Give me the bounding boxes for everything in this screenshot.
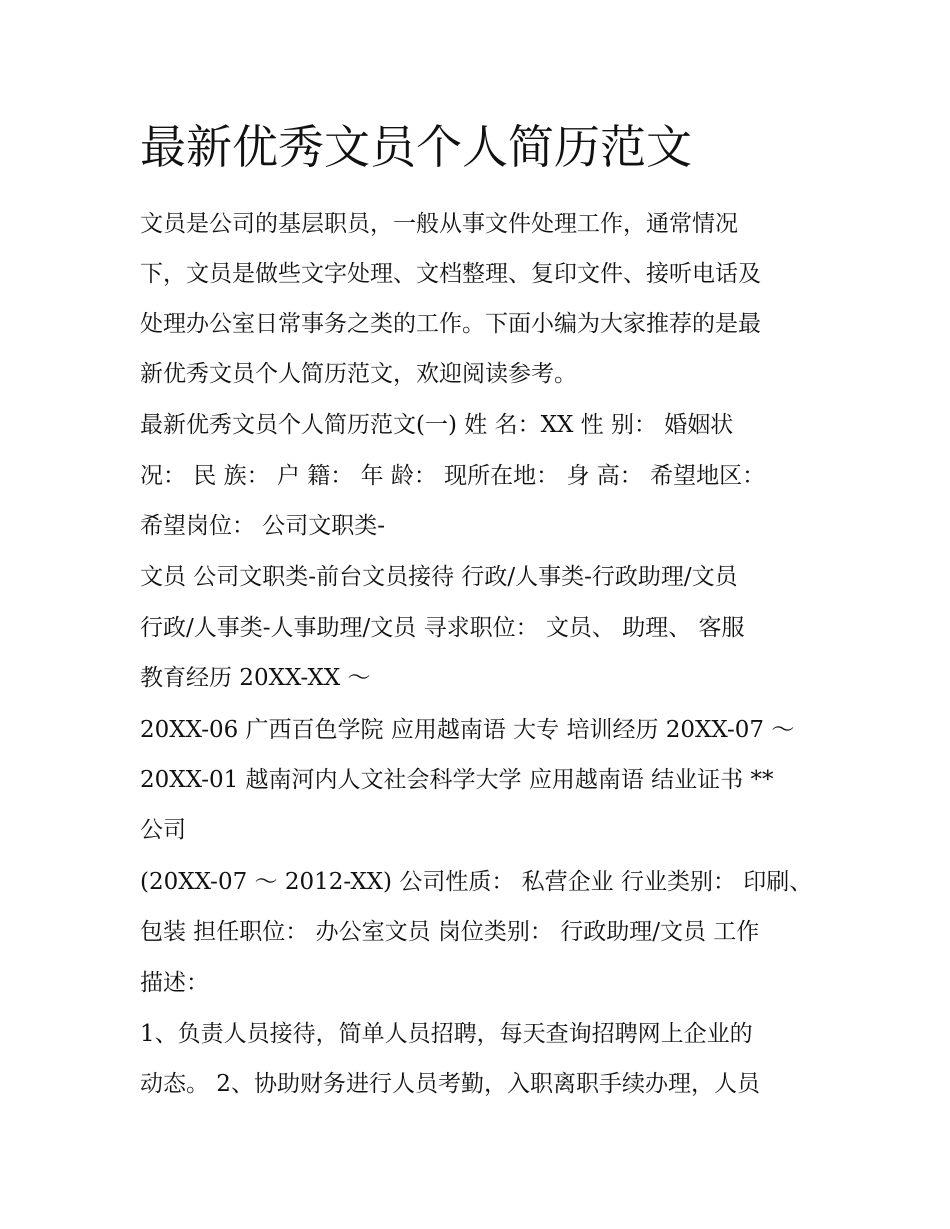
paragraph-line: 最新优秀文员个人简历范文(一) 姓 名：XX 性 别： 婚姻状 xyxy=(140,412,734,438)
paragraph-line: 动态。 2、协助财务进行人员考勤，入职离职手续办理，人员 xyxy=(140,1071,760,1097)
paragraph-line: 公司 xyxy=(140,817,186,843)
paragraph-line: 行政/人事类-人事助理/文员 寻求职位： 文员、 助理、 客服 xyxy=(140,615,745,641)
paragraph-line: 20XX-06 广西百色学院 应用越南语 大专 培训经历 20XX-07 ～ xyxy=(140,717,795,743)
paragraph-line: 文员 公司文职类-前台文员接待 行政/人事类-行政助理/文员 xyxy=(140,564,738,590)
paragraph-line: 希望岗位： 公司文职类- xyxy=(140,513,386,539)
paragraph-line: 描述： xyxy=(140,970,209,996)
paragraph-line: 包装 担任职位： 办公室文员 岗位类别： 行政助理/文员 工作 xyxy=(140,919,760,945)
paragraph-line: 下，文员是做些文字处理、文档整理、复印文件、接听电话及 xyxy=(140,261,761,287)
document-title: 最新优秀文员个人简历范文 xyxy=(140,120,692,174)
paragraph-line: 新优秀文员个人简历范文，欢迎阅读参考。 xyxy=(140,361,577,387)
paragraph-line: 处理办公室日常事务之类的工作。下面小编为大家推荐的是最 xyxy=(140,311,761,337)
paragraph-line: 教育经历 20XX-XX ～ xyxy=(140,665,371,691)
paragraph-line: (20XX-07 ～ 2012-XX) 公司性质： 私营企业 行业类别： 印刷、 xyxy=(140,869,813,895)
paragraph-line: 1、负责人员接待，简单人员招聘，每天查询招聘网上企业的 xyxy=(140,1021,753,1047)
paragraph-line: 20XX-01 越南河内人文社会科学大学 应用越南语 结业证书 ** xyxy=(140,767,774,793)
paragraph-line: 文员是公司的基层职员，一般从事文件处理工作，通常情况 xyxy=(140,211,738,237)
paragraph-line: 况： 民 族： 户 籍： 年 龄： 现所在地： 身 高： 希望地区： xyxy=(140,463,766,489)
